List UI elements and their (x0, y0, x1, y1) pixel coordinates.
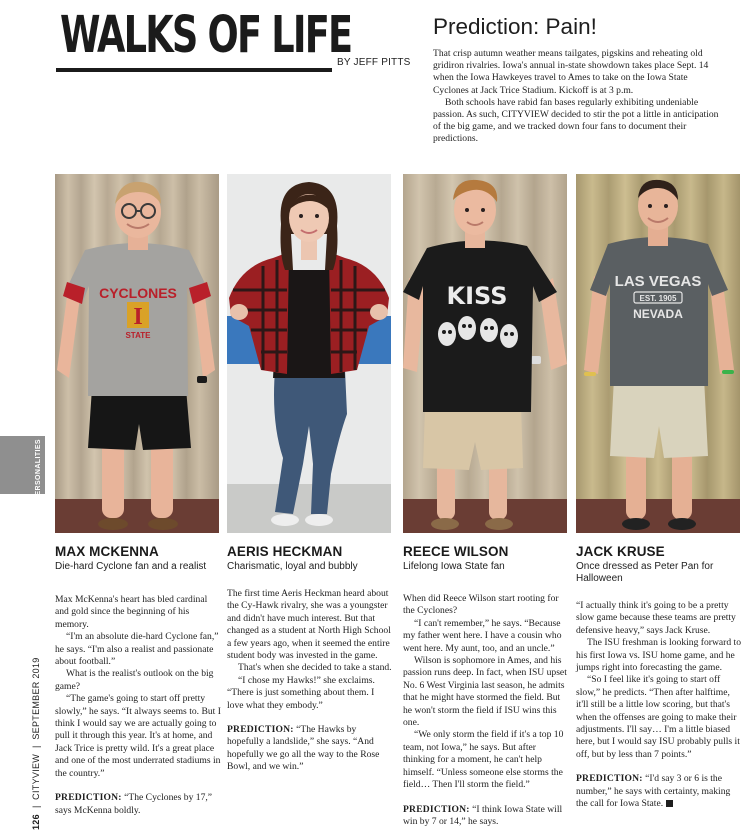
portrait-illustration (403, 174, 567, 533)
profile-body (403, 593, 569, 828)
prediction-label: PREDICTION: (55, 792, 122, 804)
profile-jack-kruse (576, 174, 742, 811)
shirt-mark: I (133, 304, 143, 330)
intro-paragraph: Both schools have rabid fan bases regularly exhibiting undeniable passion. As such, CITYVIEW decided to stir the pot a little in anticipation of the big game, and we tracked down four fans to document their predictions. (433, 96, 719, 145)
section-title: WALKS OF LIFE (60, 6, 352, 65)
profile-body (227, 588, 393, 774)
portrait-photo (576, 174, 740, 533)
profile-tagline: Die-hard Cyclone fan and a realist (55, 561, 207, 572)
intro-paragraph: That crisp autumn weather means tailgates, pigskins and reheating old gridiron rivalries. Iowa's annual in-state showdown takes place Sept. 14 when the Iowa Hawkeyes travel to Ames to take on the Iowa State Cyclones at Jack Trice Stadium. Kickoff is at 3 p.m. (433, 48, 709, 96)
prediction-text: “The Cyclones by 17,” says McKenna boldly. (55, 792, 213, 816)
profile-name: REECE WILSON (403, 544, 509, 559)
prediction-text: “The Hawks by hopefully a landslide,” she says. “And hopefully we go all the way to the Rose Bowl, and we win.” (227, 724, 380, 773)
profile-name: AERIS HECKMAN (227, 544, 343, 559)
section-tab-label: PERSONALITIES (35, 439, 42, 501)
prediction-text: “I'd say 3 or 6 is the number,” he says with certainty, making the call for Iowa State. (576, 773, 731, 810)
profile-name: JACK KRUSE (576, 544, 665, 559)
intro-text (433, 48, 725, 146)
folio-separator: | (31, 805, 41, 809)
body-paragraph: “We only storm the field if it's a top 10 team, not Iowa,” he says. But after thinking for a moment, he can't help himself. “Unless someone else storms the field… Then I'll storm the field.” (403, 729, 564, 791)
body-paragraph: Wilson is sophomore in Ames, and his passion runs deep. In fact, when ISU upset No. 6 West Virginia last season, he admits that he might have stormed the field. But he won't storm the field if ISU wins this one. (403, 655, 567, 729)
shirt-text: LAS VEGAS (614, 273, 702, 290)
profile-tagline: Charismatic, loyal and bubbly (227, 561, 358, 572)
issue-date: SEPTEMBER 2019 (31, 657, 41, 740)
body-paragraph: The first time Aeris Heckman heard about the Cy-Hawk rivalry, she was a youngster and didn't have much interest. But that changed as a student at North High School a few years ago, when it seemed the entire student body was invested in the game. (227, 588, 391, 662)
shirt-est-text: EST. 1905 (639, 294, 677, 303)
prediction (55, 792, 221, 817)
shirt-subtext: STATE (125, 331, 151, 340)
shirt-subtext: NEVADA (633, 307, 683, 321)
portrait-illustration (55, 174, 219, 533)
byline: BY JEFF PITTS (337, 57, 411, 68)
prediction (576, 773, 742, 810)
folio-separator: | (31, 745, 41, 749)
prediction (227, 724, 393, 774)
body-paragraph: “The game's going to start off pretty slowly,” he says. “It always seems to. But I think I would say we are actually going to pull it through this year. It's at home, and Jack Trice is pretty wild. It's a great place and one of the most underrated stadiums in the country.” (55, 693, 221, 779)
portrait-photo (403, 174, 567, 533)
portrait-illustration (227, 174, 391, 533)
title-underline (56, 68, 332, 72)
page-number: 126 (31, 814, 41, 830)
portrait-illustration (576, 174, 740, 533)
portrait-photo (227, 174, 391, 533)
profile-name: MAX MCKENNA (55, 544, 159, 559)
profile-body (576, 600, 742, 811)
prediction-label: PREDICTION: (227, 724, 294, 736)
profile-tagline: Once dressed as Peter Pan for Halloween (576, 561, 714, 584)
section-tab (0, 436, 45, 501)
body-paragraph: “I chose my Hawks!” she exclaims. “There is just something about them. I love what they embody.” (227, 674, 375, 711)
body-paragraph: The ISU freshman is looking forward to his first Iowa vs. ISU home game, and he jumps right into forecasting the game. (576, 637, 742, 674)
profile-max-mckenna (55, 174, 221, 817)
headline: Prediction: Pain! (433, 14, 597, 39)
profile-reece-wilson (403, 174, 569, 828)
profile-body (55, 594, 221, 817)
body-paragraph: What is the realist's outlook on the big game? (55, 668, 214, 692)
profile-aeris-heckman (227, 174, 393, 774)
body-paragraph: “I can't remember,” he says. “Because my father went here. I have a cousin who went here. My aunt, too, and an uncle.” (403, 617, 562, 654)
folio (31, 657, 41, 830)
magazine-name: CITYVIEW (31, 753, 41, 800)
profile-tagline: Lifelong Iowa State fan (403, 561, 505, 572)
prediction-text: “I think Iowa State will win by 7 or 14,” he says. (403, 803, 563, 827)
body-paragraph: Max McKenna's heart has bled cardinal and gold since the beginning of his memory. (55, 594, 208, 630)
end-of-story-mark (666, 800, 673, 807)
body-paragraph: “I'm an absolute die-hard Cyclone fan,” he says. “I'm also a realist and passionate about football.” (55, 631, 219, 668)
portrait-photo (55, 174, 219, 533)
prediction (403, 804, 569, 829)
prediction-label: PREDICTION: (576, 773, 643, 785)
body-paragraph: When did Reece Wilson start rooting for the Cyclones? (403, 593, 559, 617)
shirt-text: CYCLONES (99, 285, 177, 301)
prediction-label: PREDICTION: (403, 803, 470, 815)
body-paragraph: That's when she decided to take a stand. (238, 662, 392, 674)
shirt-text: KISS (446, 282, 508, 310)
body-paragraph: “I actually think it's going to be a pretty slow game because these teams are pretty defensive heavy,” says Jack Kruse. (576, 600, 736, 636)
body-paragraph: “So I feel like it's going to start off slow,” he predicts. “Then after halftime, it'll still be a little low scoring, but that's when the offenses are going to make their adjustments. I'll say… I'm a little biased here, but I would say ISU probably pulls it off, but by less than 7 points.” (576, 674, 740, 760)
